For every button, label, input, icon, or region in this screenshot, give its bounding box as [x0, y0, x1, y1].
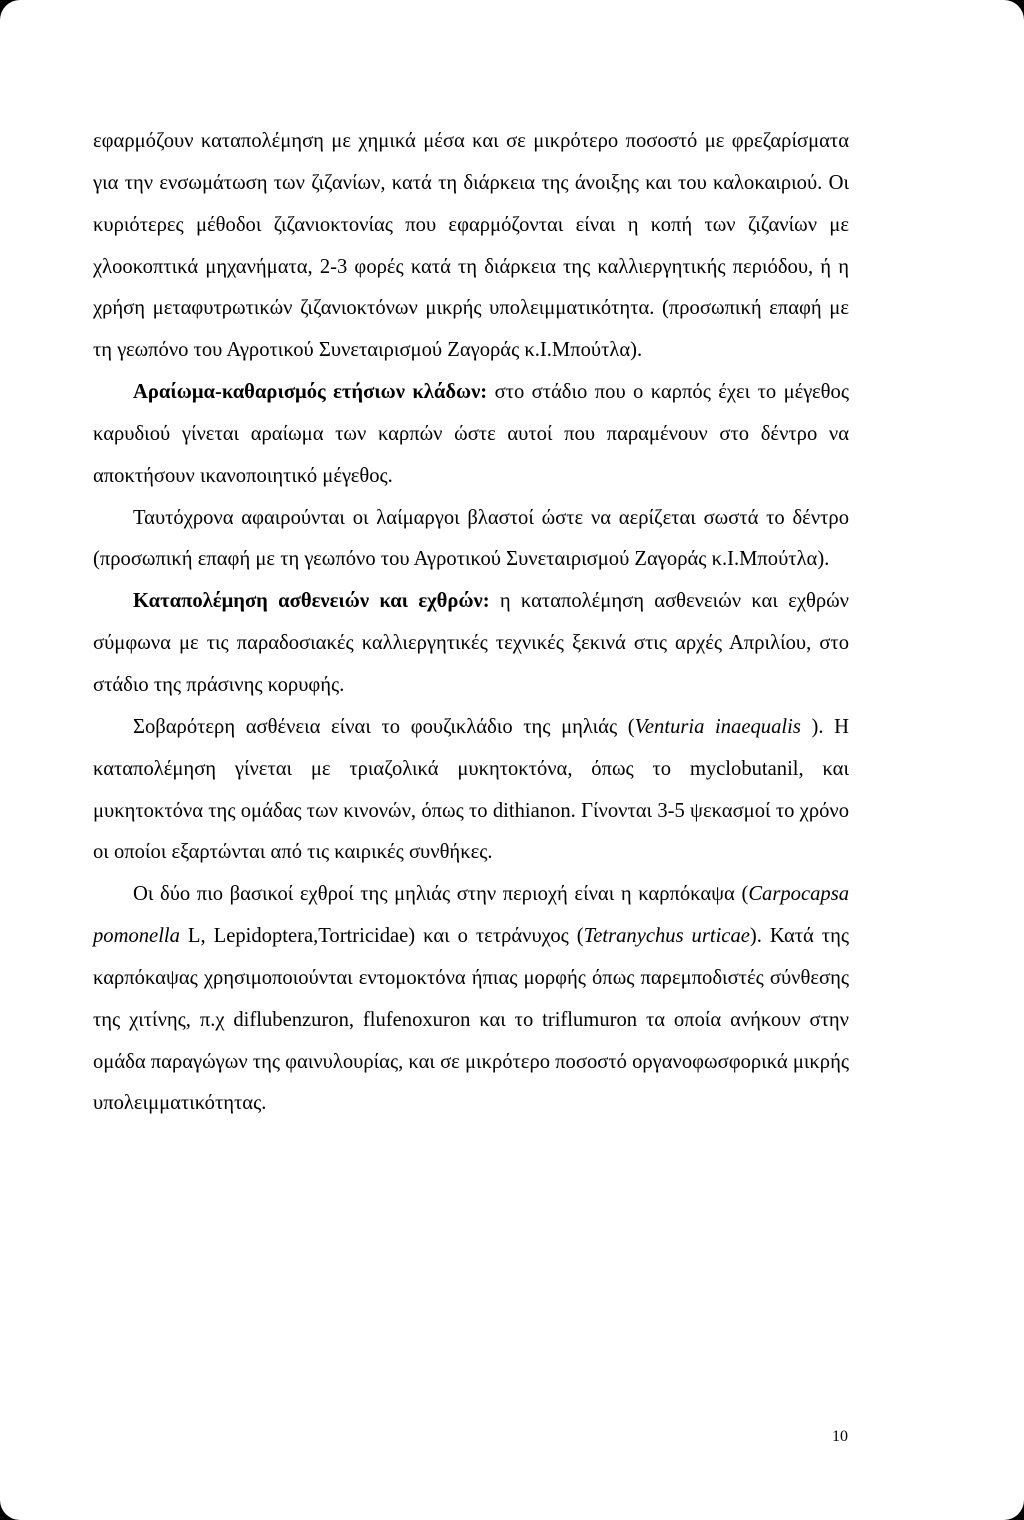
- text-run: ). Η καταπολέμηση γίνεται με τριαζολικά μυκητοκτόνα, όπως το myclobutanil, και μυκητοκτόνα της ομάδας των κινονών, όπως το dithianon. Γίνονται 3-5 ψεκασμοί το χρόνο οι οποίοι εξαρτώνται από τις καιρικές συνθήκες.: [93, 715, 849, 864]
- body-text: [93, 121, 849, 1125]
- text-run: ). Κατά της καρπόκαψας χρησιμοποιούνται εντομοκτόνα ήπιας μορφής όπως παρεμποδιστές σύνθεσης της χιτίνης, π.χ diflubenzuron, flufenoxuron και το triflumuron τα οποία ανήκουν στην ομάδα παραγώγων της φαινυλουρίας, και σε μικρότερο ποσοστό οργανοφωσφορικά μικρής υπολειμματικότητας.: [93, 925, 850, 1115]
- species-name: Carpocapsa pomonella: [93, 883, 849, 948]
- text-run: εφαρμόζουν καταπολέμηση με χημικά μέσα και σε μικρότερο ποσοστό με φρεζαρίσματα για την ενσωμάτωση των ζιζανίων, κατά τη διάρκεια της άνοιξης και του καλοκαιριού. Οι κυριότερες μέθοδοι ζιζανιοκτονίας που εφαρμόζονται είναι η κοπή των ζιζανίων με χλοοκοπτικά μηχανήματα, 2-3 φορές κατά τη διάρκεια της καλλιεργητικής περιόδου, ή η χρήση μεταφυτρωτικών ζιζανιοκτόνων μικρής υπολειμματικότητα. (προσωπική επαφή με τη γεωπόνο του Αγροτικού Συνεταιρισμού Ζαγοράς κ.Ι.Μπούτλα).: [93, 130, 849, 362]
- species-name: Venturia inaequalis: [634, 715, 801, 738]
- text-run: η καταπολέμηση ασθενειών και εχθρών σύμφωνα με τις παραδοσιακές καλλιεργητικές τεχνικές ξεκινά στις αρχές Απριλίου, στο στάδιο της πράσινης κορυφής.: [93, 590, 849, 696]
- species-name: Tetranychus urticae: [583, 925, 750, 948]
- paragraph-weed-control: [93, 121, 849, 372]
- section-heading-thinning: Αραίωμα-καθαρισμός ετήσιων κλάδων:: [133, 381, 488, 404]
- paragraph-apple-scab: [93, 707, 849, 874]
- paragraph-thinning: [93, 372, 849, 498]
- text-run: Οι δύο πιο βασικοί εχθροί της μηλιάς στην περιοχή είναι η καρπόκαψα (: [133, 883, 749, 906]
- section-heading-disease-control: Καταπολέμηση ασθενειών και εχθρών:: [133, 590, 490, 613]
- text-run: Ταυτόχρονα αφαιρούνται οι λαίμαργοι βλαστοί ώστε να αερίζεται σωστά το δέντρο (προσωπική επαφή με τη γεωπόνο του Αγροτικού Συνεταιρισμού Ζαγοράς κ.Ι.Μπούτλα).: [93, 506, 849, 571]
- page-number: 10: [832, 1428, 848, 1445]
- paragraph-water-shoots: [93, 498, 849, 582]
- paragraph-disease-control: [93, 581, 849, 707]
- text-run: στο στάδιο που ο καρπός έχει το μέγεθος καρυδιού γίνεται αραίωμα των καρπών ώστε αυτοί που παραμένουν στο δέντρο να αποκτήσουν ικανοποιητικό μέγεθος.: [93, 381, 849, 487]
- paragraph-pests: [93, 874, 849, 1125]
- text-run: L, Lepidoptera,Tortricidae) και ο τετράνυχος (: [179, 925, 584, 948]
- text-run: Σοβαρότερη ασθένεια είναι το φουζικλάδιο της μηλιάς (: [133, 715, 635, 738]
